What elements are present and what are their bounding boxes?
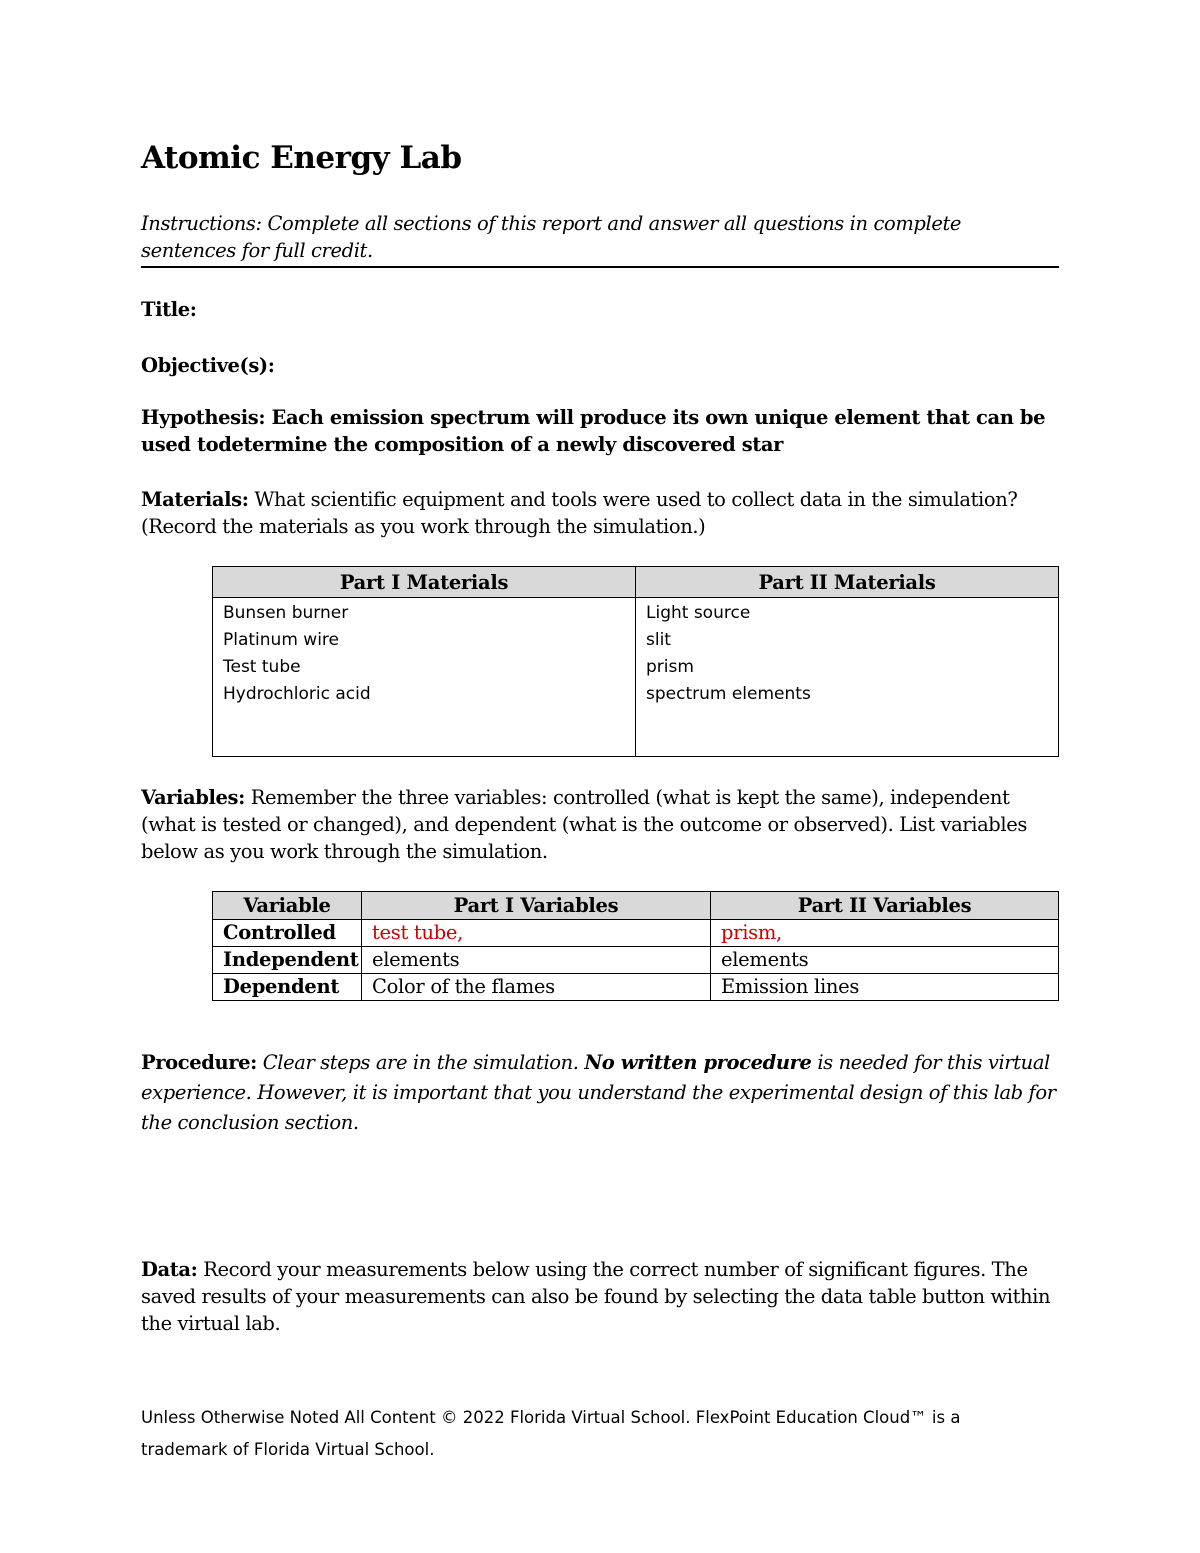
material-item: prism [646,657,694,677]
material-item: Bunsen burner [223,603,349,623]
controlled-part2-cell: prism, [711,920,1059,947]
independent-part1-cell: elements [362,947,711,974]
row-label-dependent: Dependent [213,974,362,1001]
row-label-controlled: Controlled [213,920,362,947]
data-text: Record your measurements below using the correct number of significant figures. The saved results of your measurements can also be found by selecting the data table button within the virtual lab. [141,1258,1051,1335]
objective-field [141,352,1059,379]
hypothesis-section [141,404,1059,458]
material-item: Light source [646,603,751,623]
title-label: Title: [141,298,197,321]
variables-section [141,784,1059,865]
objective-label: Objective(s): [141,354,275,377]
dependent-part1-cell: Color of the flames [362,974,711,1001]
materials-header-part1: Part I Materials [213,567,636,598]
material-item: Hydrochloric acid [223,684,371,704]
procedure-text-1: Clear steps are in the simulation. [256,1051,585,1074]
hypothesis-text: Each emission spectrum will produce its own unique element that can be used todetermine the composition of a newly discovered star [141,406,1046,456]
variables-header-variable: Variable [213,892,362,920]
materials-table [212,566,1059,757]
materials-cell-part1 [213,598,636,757]
procedure-section [141,1048,1059,1138]
hypothesis-label: Hypothesis: [141,406,266,429]
variables-label: Variables: [141,786,245,809]
procedure-label: Procedure: [141,1051,257,1074]
materials-header-part2: Part II Materials [636,567,1059,598]
variables-table [212,891,1059,1001]
materials-label: Materials: [141,488,249,511]
data-label: Data: [141,1258,198,1281]
footer-line-1: Unless Otherwise Noted All Content © 2022 Florida Virtual School. FlexPoint Education Cloud™ is a [141,1408,961,1427]
material-item: spectrum elements [646,684,811,704]
procedure-text-2: is needed for this virtual experience. However, it is important that you understand the experimental design of this lab for the conclusion section. [141,1051,1056,1134]
materials-section [141,486,1059,540]
document-title: Atomic Energy Lab [141,140,462,176]
material-item: Platinum wire [223,630,339,650]
material-item: Test tube [223,657,301,677]
table-row [213,920,1059,947]
material-item: slit [646,630,671,650]
variables-text: Remember the three variables: controlled (what is kept the same), independent (what is tested or changed), and dependent (what is the outcome or observed). List variables below as you work through the simulation. [141,786,1027,863]
variables-header-part1: Part I Variables [362,892,711,920]
table-row [213,947,1059,974]
footer-line-2: trademark of Florida Virtual School. [141,1440,435,1459]
independent-part2-cell: elements [711,947,1059,974]
footer-copyright [141,1402,1041,1466]
materials-cell-part2 [636,598,1059,757]
instructions-text: Instructions: Complete all sections of this report and answer all questions in complete sentences for full credit. [141,210,1059,268]
table-row [213,974,1059,1001]
dependent-part2-cell: Emission lines [711,974,1059,1001]
procedure-bold-text: No written procedure [584,1051,812,1074]
row-label-independent: Independent [213,947,362,974]
materials-text: What scientific equipment and tools were used to collect data in the simulation? (Record the materials as you work through the simulation.) [141,488,1018,538]
variables-header-part2: Part II Variables [711,892,1059,920]
title-field [141,296,1059,323]
controlled-part1-cell: test tube, [362,920,711,947]
data-section [141,1256,1059,1337]
